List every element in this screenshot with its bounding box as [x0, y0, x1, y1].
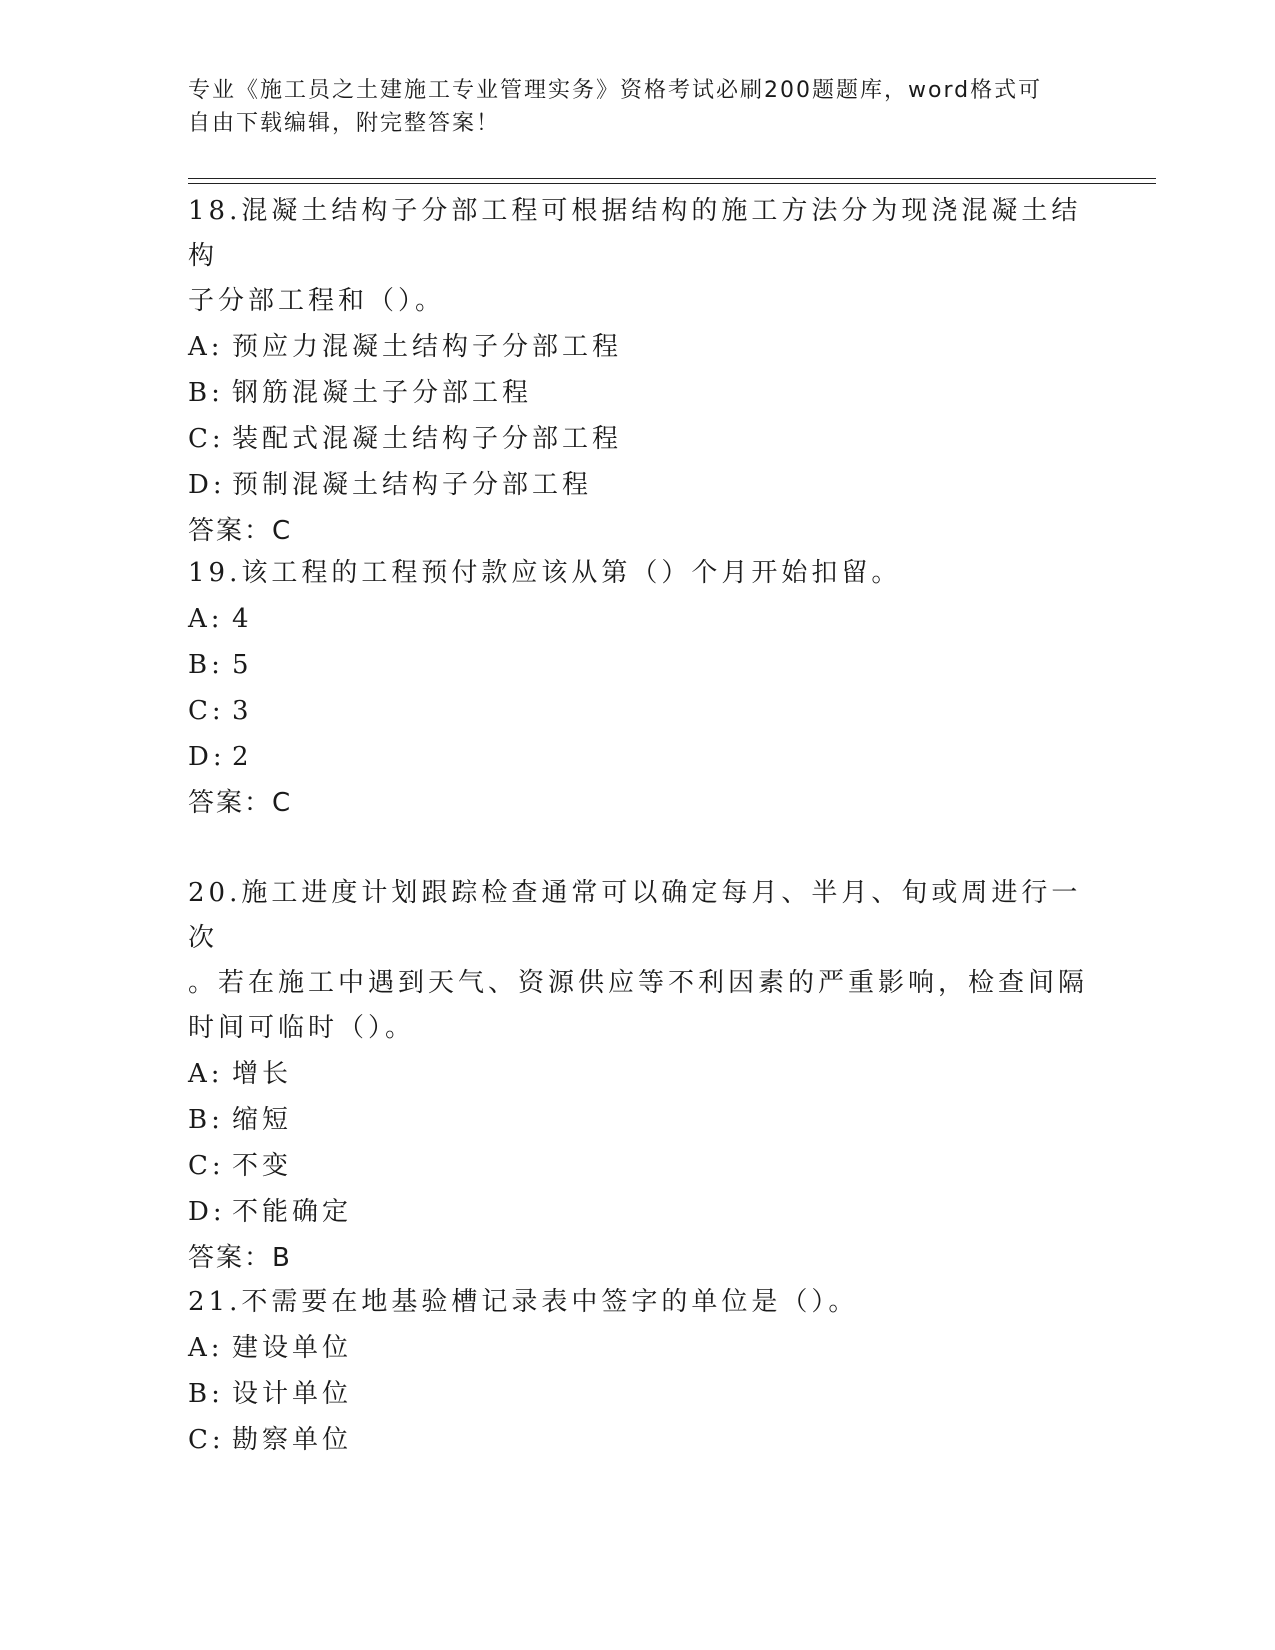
option-letter: C: [188, 696, 225, 726]
option-b [188, 1371, 1088, 1417]
option-letter: C: [188, 1425, 225, 1455]
question-21 [188, 1280, 1088, 1463]
option-text: 4 [232, 604, 253, 634]
stem-line: 21.不需要在地基验槽记录表中签字的单位是（）。 [188, 1287, 859, 1317]
header-divider-top [188, 178, 1156, 179]
option-c [188, 416, 1088, 462]
option-a [188, 1325, 1088, 1371]
question-stem [188, 1280, 1088, 1325]
option-letter: A: [188, 1333, 224, 1363]
option-letter: C: [188, 424, 225, 454]
option-letter: B: [188, 650, 224, 680]
option-letter: D: [188, 1197, 226, 1227]
document-header [188, 74, 1088, 140]
option-d [188, 462, 1088, 508]
option-c [188, 1417, 1088, 1463]
option-b [188, 642, 1088, 688]
option-letter: A: [188, 1059, 224, 1089]
header-line-1: 专业《施工员之土建施工专业管理实务》资格考试必刷200题题库，word格式可 [188, 78, 1043, 103]
option-text: 不变 [232, 1151, 293, 1181]
option-letter: A: [188, 604, 224, 634]
option-text: 钢筋混凝土子分部工程 [232, 378, 533, 408]
option-text: 5 [232, 650, 253, 680]
answer-line: 答案：C [188, 788, 293, 818]
option-letter: C: [188, 1151, 225, 1181]
option-letter: D: [188, 742, 226, 772]
option-text: 勘察单位 [232, 1425, 353, 1455]
option-text: 增长 [232, 1059, 293, 1089]
option-c [188, 688, 1088, 734]
question-19 [188, 551, 1088, 826]
option-d [188, 1189, 1088, 1235]
stem-line: 20.施工进度计划跟踪检查通常可以确定每月、半月、旬或周进行一次 [188, 878, 1082, 953]
option-letter: D: [188, 470, 226, 500]
option-c [188, 1143, 1088, 1189]
option-b [188, 1097, 1088, 1143]
option-text: 2 [232, 742, 253, 772]
stem-line: 18.混凝土结构子分部工程可根据结构的施工方法分为现浇混凝土结构 [188, 196, 1082, 271]
question-18 [188, 189, 1088, 554]
option-text: 预制混凝土结构子分部工程 [232, 470, 593, 500]
stem-line: 子分部工程和（）。 [188, 286, 446, 316]
question-stem [188, 871, 1088, 1051]
header-divider-bottom [188, 183, 1156, 184]
option-text: 预应力混凝土结构子分部工程 [232, 332, 623, 362]
option-a [188, 596, 1088, 642]
stem-line: 。若在施工中遇到天气、资源供应等不利因素的严重影响，检查间隔 [188, 968, 1089, 998]
answer-line: 答案：B [188, 1243, 292, 1273]
stem-line: 时间可临时（）。 [188, 1013, 416, 1043]
answer-line: 答案：C [188, 516, 293, 546]
option-text: 建设单位 [232, 1333, 353, 1363]
option-letter: B: [188, 1379, 224, 1409]
option-text: 缩短 [232, 1105, 293, 1135]
option-text: 设计单位 [232, 1379, 353, 1409]
header-line-2: 自由下载编辑，附完整答案！ [188, 111, 501, 136]
option-letter: B: [188, 378, 224, 408]
option-b [188, 370, 1088, 416]
option-text: 装配式混凝土结构子分部工程 [232, 424, 623, 454]
option-a [188, 324, 1088, 370]
option-text: 3 [232, 696, 253, 726]
option-a [188, 1051, 1088, 1097]
option-letter: A: [188, 332, 224, 362]
question-stem [188, 551, 1088, 596]
question-stem [188, 189, 1088, 324]
option-letter: B: [188, 1105, 224, 1135]
option-d [188, 734, 1088, 780]
question-20 [188, 871, 1088, 1281]
stem-line: 19.该工程的工程预付款应该从第（）个月开始扣留。 [188, 558, 902, 588]
option-text: 不能确定 [232, 1197, 353, 1227]
